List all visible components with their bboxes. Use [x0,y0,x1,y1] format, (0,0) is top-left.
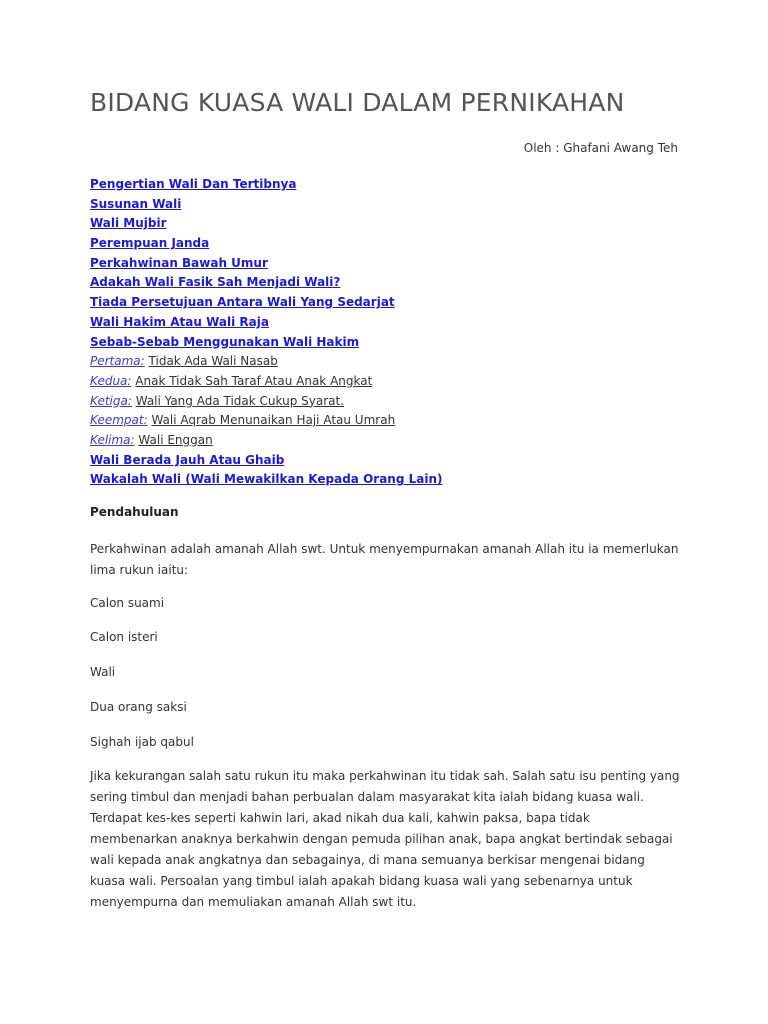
toc-link-kedua[interactable] [90,374,372,388]
reason-ordinal: Kedua: [90,373,132,388]
toc-item [90,175,442,195]
toc-link-perkahwinan-bawah-umur[interactable]: Perkahwinan Bawah Umur [90,255,268,270]
toc-item [90,234,442,254]
toc-item [90,392,442,412]
toc-item [90,470,442,490]
reason-ordinal: Ketiga: [90,393,132,408]
reason-text: Anak Tidak Sah Taraf Atau Anak Angkat [135,373,373,388]
toc-item [90,411,442,431]
toc-link-wali-mujbir[interactable]: Wali Mujbir [90,216,167,231]
toc-link-wali-ghaib[interactable]: Wali Berada Jauh Atau Ghaib [90,452,285,467]
toc-item [90,313,442,333]
section-heading: Pendahuluan [90,505,179,519]
toc-item [90,254,442,274]
toc-item [90,273,442,293]
table-of-contents [90,175,442,490]
toc-link-keempat[interactable] [90,413,395,427]
toc-link-ketiga[interactable] [90,394,344,408]
toc-item [90,214,442,234]
reason-ordinal: Keempat: [90,413,148,428]
reason-ordinal: Pertama: [90,354,145,369]
toc-link-sebab-wali-hakim[interactable]: Sebab-Sebab Menggunakan Wali Hakim [90,334,360,349]
reason-text: Tidak Ada Wali Nasab [148,354,278,369]
toc-item [90,372,442,392]
toc-link-pengertian-wali[interactable]: Pengertian Wali Dan Tertibnya [90,177,297,191]
toc-link-susunan-wali[interactable]: Susunan Wali [90,196,182,211]
toc-item [90,352,442,372]
toc-link-pertama[interactable] [90,354,278,368]
toc-item [90,195,442,215]
reason-text: Wali Aqrab Menunaikan Haji Atau Umrah [151,413,396,428]
toc-link-wakalah-wali[interactable]: Wakalah Wali (Wali Mewakilkan Kepada Orang Lain) [90,472,443,487]
reason-ordinal: Kelima: [90,432,135,447]
toc-item [90,451,442,471]
toc-item [90,293,442,313]
document-title: BIDANG KUASA WALI DALAM PERNIKAHAN [90,88,625,117]
toc-item [90,333,442,353]
intro-paragraph: Perkahwinan adalah amanah Allah swt. Untuk menyempurnakan amanah Allah itu ia memerlukan lima rukun iaitu: [90,542,679,577]
toc-link-perempuan-janda[interactable]: Perempuan Janda [90,236,210,251]
rukun-item: Calon isteri [90,630,158,644]
reason-text: Wali Enggan [138,432,213,447]
rukun-item: Calon suami [90,596,165,610]
toc-item [90,431,442,451]
rukun-item: Sighah ijab qabul [90,735,194,749]
rukun-item: Wali [90,665,116,679]
author-line: Oleh : Ghafani Awang Teh [523,141,678,155]
toc-link-kelima[interactable] [90,433,213,447]
rukun-item: Dua orang saksi [90,700,187,714]
reason-text: Wali Yang Ada Tidak Cukup Syarat. [135,393,345,408]
toc-link-tiada-persetujuan[interactable]: Tiada Persetujuan Antara Wali Yang Sedarjat [90,295,395,310]
toc-link-wali-hakim[interactable]: Wali Hakim Atau Wali Raja [90,314,269,329]
body-paragraph: Jika kekurangan salah satu rukun itu maka perkahwinan itu tidak sah. Salah satu isu penting yang sering timbul dan menjadi bahan perbualan dalam masyarakat kita ialah bidang kuasa wali. Terdapat kes-kes seperti kahwin lari, akad nikah dua kali, kahwin paksa, bapa tidak membenarkan anaknya berkahwin dengan pemuda pilihan anak, bapa angkat bertindak sebagai wali kepada anak angkatnya dan sebagainya, di mana semuanya berkisar mengenai bidang kuasa wali. Persoalan yang timbul ialah apakah bidang kuasa wali yang sebenarnya untuk menyempurna dan memuliakan amanah Allah swt itu. [90,769,680,909]
toc-link-wali-fasik[interactable]: Adakah Wali Fasik Sah Menjadi Wali? [90,275,341,290]
